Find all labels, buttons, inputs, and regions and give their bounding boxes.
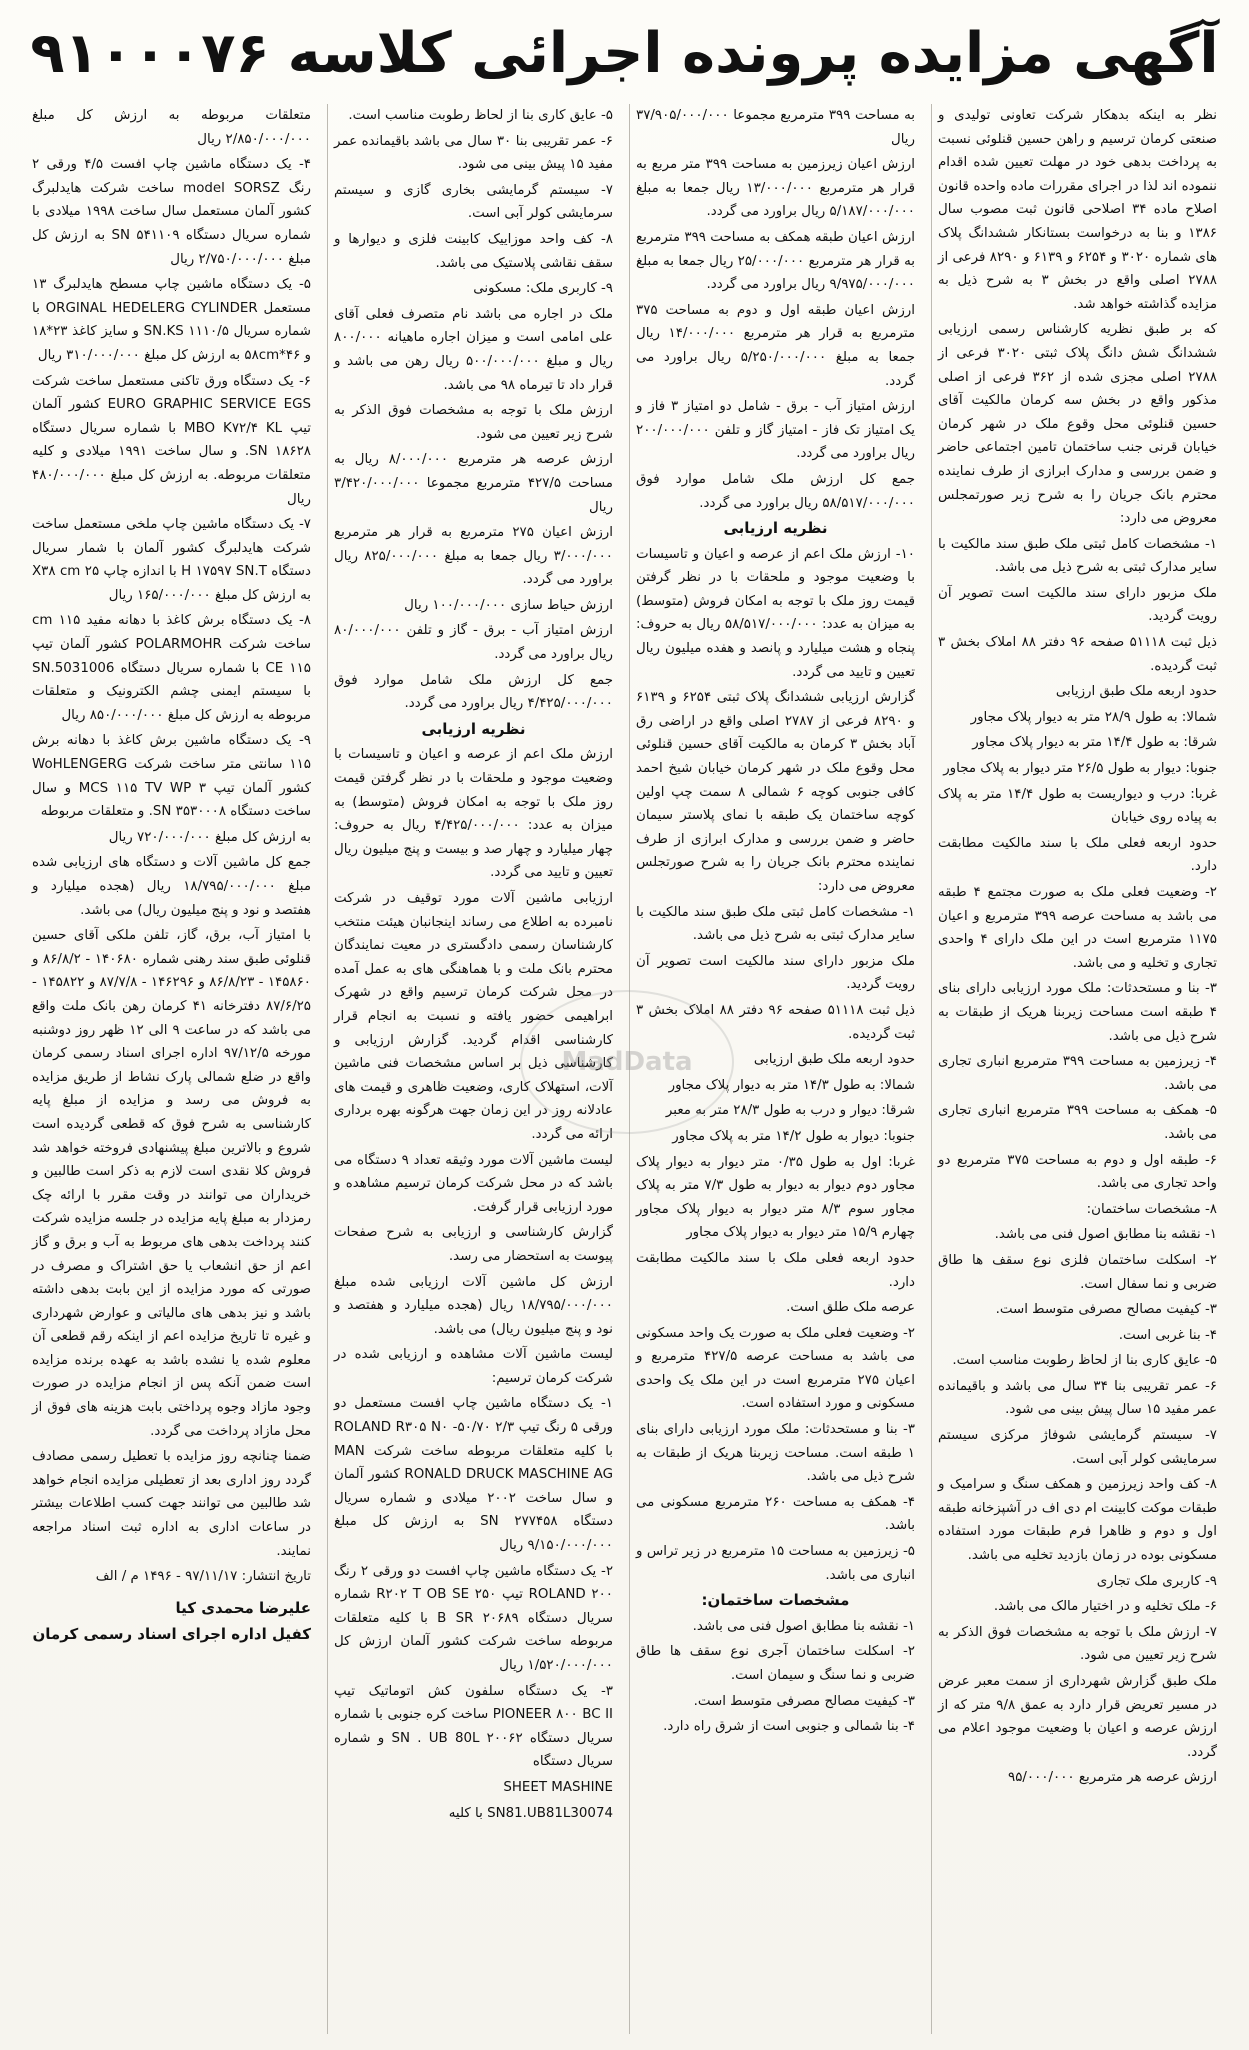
paragraph: ارزش اعیان طبقه اول و دوم به مساحت ۳۷۵ مترمربع به قرار هر مترمربع ۱۴/۰۰۰/۰۰۰ ریال جمعا به مبلغ ۵/۲۵۰/۰۰۰/۰۰۰ ریال براورد می گردد. [636,302,915,389]
paragraph: ۲- وضعیت فعلی ملک به صورت یک واحد مسکونی می باشد به مساحت عرصه ۴۲۷/۵ مترمربع و اعیان ۲۷۵ مترمربع است در این ملک یک واحدی مسکونی و مورد استفاده است. [636,1325,915,1412]
paragraph: ارزش اعیان زیرزمین به مساحت ۳۹۹ متر مربع به قرار هر مترمربع ۱۳/۰۰۰/۰۰۰ ریال جمعا به مبلغ ۵/۱۸۷/۰۰۰/۰۰۰ ریال براورد می گردد. [636,157,915,220]
paragraph: ملک در اجاره می باشد نام متصرف فعلی آقای علی امامی است و میزان اجاره ماهیانه ۸۰۰/۰۰۰ ریال و مبلغ ۵۰۰/۰۰۰/۰۰۰ ریال رهن می باشد و قرار داد تا تیرماه ۹۸ می باشد. [334,306,613,393]
paragraph: شرقا: دیوار و درب به طول ۲۸/۳ متر به معبر [665,1103,915,1119]
paragraph: ۸- کف واحد زیرزمین و همکف سنگ و سرامیک و طبقات موکت کابینت ام دی اف در آشپزخانه طبقه اول و دوم و ظاهرا فرم طبقات مورد استفاده مسکونی بوده در زمان بازدید تخلیه می باشد. [938,1477,1217,1564]
paragraph: ۴- یک دستگاه ماشین چاپ افست ۴/۵ ورقی ۲ رنگ model SORSZ ساخت شرکت هایدلبرگ کشور آلمان مستعمل سال ساخت ۱۹۹۸ میلادی با شماره سریال دستگاه ۵۴۱۱۰۹ SN به ارزش کل مبلغ ۲/۷۵۰/۰۰۰/۰۰۰ ریال [32,157,312,267]
paragraph: ارزش کل ماشین آلات ارزیابی شده مبلغ ۱۸/۷۹۵/۰۰۰/۰۰۰ ریال (هجده میلیارد و هفتصد و نود و پنج میلیون ریال) می باشد. [334,1274,613,1337]
paragraph: مشخصات ساختمان: [701,1591,850,1610]
paragraph: ۴- بنا غربی است. [1118,1327,1217,1343]
paragraph: غربا: اول به طول ۰/۳۵ متر دیوار به دیوار پلاک مجاور دوم دیوار به دیوار به طول ۷/۳ متر به پلاک مجاور سوم ۸/۳ متر دیوار به دیوار پلاک مجاور چهارم ۱۵/۹ متر دیوار به دیوار پلاک مجاور [636,1154,915,1241]
paragraph: لیست ماشین آلات مشاهده و ارزیابی شده در شرکت کرمان ترسیم: [334,1347,613,1386]
paragraph: ۵- یک دستگاه ماشین چاپ مسطح هایدلبرگ ۱۳ مستعمل ORGINAL HEDELERG CYLINDER با شماره سریال SN.KS ۱۱۱۰/۵ و سایز کاغذ ۲۳*۱۸ و ۴۶*۵۸cm به ارزش کل مبلغ ۳۱۰/۰۰۰/۰۰۰ ریال [32,277,311,363]
paragraph: ارزش امتیاز آب - برق - گاز و تلفن ۸۰/۰۰۰/۰۰۰ ریال براورد می گردد. [334,623,613,663]
paragraph: ارزش ملک با توجه به مشخصات فوق الذکر به شرح زیر تعیین می شود. [334,403,613,442]
paragraph: ۳- یک دستگاه سلفون کش اتوماتیک تیپ PIONEER ۸۰۰ BC II ساخت کره جنوبی با شماره سریال دستگاه SN . UB 80L ۲۰۰۶۲ و شماره سریال دستگاه [334,1683,613,1770]
signer-title: کفیل اداره اجرای اسناد رسمی کرمان [32,1624,311,1643]
paragraph: که بر طبق نظریه کارشناس رسمی ارزیابی ششدانگ شش دانگ پلاک ثبتی ۳۰۲۰ فرعی از ۲۷۸۸ اصلی مجزی شده از ۳۶۲ فرعی از اصلی مذکور واقع در بخش سه کرمان مالکیت آقای حسین قنلوئی محل وقوع ملک در شهر کرمان خیابان قرنی جنب ساختمان تامین اجتماعی حاضر و ضمن بررسی و مدارک ابرازی از طرف نماینده محترم بانک جریان را به شرح زیر صورتمجلس معروض می دارد: [938,322,1217,527]
signature-block [32,1595,311,1647]
paragraph: ارزش امتیاز آب - برق - شامل دو امتیاز ۳ فاز و یک امتیاز تک فاز - امتیاز گاز و تلفن ۲۰۰/۰۰۰/۰۰۰ ریال براورد می گردد. [636,399,915,462]
paragraph: لیست ماشین آلات مورد وثیقه تعداد ۹ دستگاه می باشد که در محل شرکت کرمان ترسیم مشاهده و مورد ارزیابی قرار گرفت. [334,1152,614,1215]
paragraph: ۱- یک دستگاه ماشین چاپ افست مستعمل دو ورقی ۵ رنگ تیپ ۲/۳ ROLAND R۳۰۵ N۰ -۵۰/۷۰ با کلیه متعلقات مربوطه ساخت شرکت MAN RONALD DRUCK MASCHINE AG کشور آلمان و سال ساخت ۲۰۰۲ میلادی و شماره سریال دستگاه ۲۷۷۴۵۸ SN به ارزش کل مبلغ ۹/۱۵۰/۰۰۰/۰۰۰ ریال [334,1396,613,1554]
paragraph: حدود اربعه ملک طبق ارزیابی [753,1052,915,1068]
paragraph: جنوبا: دیوار به طول ۱۴/۲ متر به پلاک مجاور [672,1128,915,1144]
paragraph: ۸- کف واحد موزاییک کابینت فلزی و دیوارها و سقف نقاشی پلاستیک می باشد. [334,231,613,271]
paragraph: ۳- کیفیت مصالح مصرفی متوسط است. [693,1693,915,1709]
paragraph: ۸- مشخصات ساختمان: [1086,1201,1217,1217]
column-2 [629,104,921,2034]
paragraph: ۲- وضعیت فعلی ملک به صورت مجتمع ۴ طبقه می باشد به مساحت عرصه ۳۹۹ مترمربع و اعیان ۱۱۷۵ مترمربع است در این ملک دارای ۴ واحدی تجاری و تخلیه و می باشد. [938,885,1217,971]
paragraph: جنوبا: دیوار به طول ۲۶/۵ متر دیوار به پلاک مجاور [943,761,1217,777]
paragraph: جمع کل ارزش ملک شامل موارد فوق ۵۸/۵۱۷/۰۰۰/۰۰۰ ریال براورد می گردد. [636,471,915,511]
paragraph: گزارش ارزیابی ششدانگ پلاک ثبتی ۶۲۵۴ و ۶۱۳۹ و ۸۲۹۰ فرعی از ۲۷۸۷ اصلی واقع در اراضی رق آباد بخش ۳ کرمان به مالکیت آقای حسین قنلوئی محل وقوع ملک در شهر کرمان خیابان شیخ احمد کافی جنوبی کوچه ۶ شمالی ۸ سمت چپ اولین کوچه ساختمان یک طبقه با نمای پلاستر سیمان حاضر و ضمن بررسی و مدارک ابرازی از طرف نماینده محترم بانک جریان را به شرح صورتجلس معروض می دارد: [636,690,916,894]
signer-name: علیرضا محمدی کیا [175,1598,311,1617]
paragraph: ۸- یک دستگاه برش کاغذ با دهانه مفید ۱۱۵ cm ساخت شرکت POLARMOHR کشور آلمان تیپ CE ۱۱۵ با شماره سریال دستگاه SN.5031006 با سیستم ایمنی چشم الکترونیک و متعلقات مربوطه به ارزش کل مبلغ ۸۵۰/۰۰۰/۰۰۰ ریال [32,613,311,723]
paragraph: ۷- ارزش ملک با توجه به مشخصات فوق الذکر به شرح زیر تعیین می شود. [938,1624,1217,1664]
paragraph: ۵- زیرزمین به مساحت ۱۵ مترمربع در زیر تراس و انباری می باشد. [636,1544,915,1583]
paragraph: ۵- همکف به مساحت ۳۹۹ مترمربع انباری تجاری می باشد. [938,1103,1217,1142]
paragraph: ۳- بنا و مستحدثات: ملک مورد ارزیابی دارای بنای ۱ طبقه است. مساحت زیربنا هریک از طبقات به شرح ذیل می باشد. [636,1422,915,1485]
paragraph: ۶- عمر تقریبی بنا ۳۰ سال می باشد باقیمانده عمر مفید ۱۵ پیش بینی می شود. [334,133,613,173]
column-3 [327,104,619,2034]
paragraph: نظریه ارزیابی [421,719,526,738]
paragraph: ۱- نقشه بنا مطابق اصول فنی می باشد. [994,1227,1217,1243]
paragraph: ۳- کیفیت مصالح مصرفی متوسط است. [995,1302,1217,1318]
paragraph: متعلقات مربوطه به ارزش کل مبلغ ۲/۸۵۰/۰۰۰/۰۰۰ ریال [32,108,311,147]
paragraph: ۶- طبقه اول و دوم به مساحت ۳۷۵ مترمربع دو واحد تجاری می باشد. [938,1152,1217,1192]
paragraph: جمع کل ماشین آلات و دستگاه های ارزیابی شده مبلغ ۱۸/۷۹۵/۰۰۰/۰۰۰ ریال (هجده میلیارد و هفتصد و نود و پنج میلیون ریال) می باشد. [32,855,312,918]
paragraph: شرقا: به طول ۱۴/۴ متر به دیوار پلاک مجاور [972,735,1217,751]
paragraph: ارزش عرصه هر مترمربع ۹۵/۰۰۰/۰۰۰ [1008,1770,1217,1786]
paragraph: ۹- یک دستگاه ماشین برش کاغذ با دهانه برش ۱۱۵ سانتی متر ساخت شرکت WoHLENGERG کشور آلمان تیپ ۳ MCS ۱۱۵ TV WP و سال ساخت دستگاه ۳۵۳۰۰۰۸ SN. و متعلقات مربوطه [32,733,311,820]
paragraph: ۲- اسکلت ساختمان آجری نوع سقف ها طاق ضربی و نما سنگ و سیمان است. [636,1644,915,1683]
column-1 [931,104,1223,2034]
paragraph: ارزش حیاط سازی ۱۰۰/۰۰۰/۰۰۰ ریال [404,597,613,613]
paragraph: ۵- عایق کاری بنا از لحاظ رطوبت مناسب است. [348,108,613,123]
paragraph: ارزش عرصه هر مترمربع ۸/۰۰۰/۰۰۰ ریال به مساحت ۴۲۷/۵ مترمربع مجموعا ۳/۴۲۰/۰۰۰/۰۰۰ ریال [334,452,614,515]
paragraph: عرصه ملک طلق است. [786,1300,915,1316]
notice-title [26,12,1223,104]
paragraph: غربا: درب و دیواریست به طول ۱۴/۴ متر به پلاک به پیاده روی خیابان [938,786,1217,826]
paragraph: ۲- اسکلت ساختمان فلزی نوع سقف ها طاق ضربی و نما سفال است. [938,1252,1217,1292]
paragraph: ۴- زیرزمین به مساحت ۳۹۹ مترمربع انباری تجاری می باشد. [938,1054,1217,1093]
paragraph: ۱- نقشه بنا مطابق اصول فنی می باشد. [692,1618,915,1634]
notice-title-text: آگهی مزایده پرونده اجرائی کلاسه [287,21,1219,86]
paragraph: گزارش کارشناسی و ارزیابی به شرح صفحات پیوست به استحضار می رسد. [334,1225,613,1264]
paragraph: حدود اربعه فعلی ملک با سند مالکیت مطابقت دارد. [938,835,1217,875]
paragraph: تاریخ انتشار: ۹۷/۱۱/۱۷ - ۱۴۹۶ م / الف [95,1569,311,1585]
paragraph: ۹- کاربری ملک: مسکونی [473,281,613,297]
paragraph: به ارزش کل مبلغ ۷۲۰/۰۰۰/۰۰۰ ریال [108,829,311,845]
paragraph: ذیل ثبت ۵۱۱۱۸ صفحه ۹۶ دفتر ۸۸ املاک بخش ۳ ثبت گردیده. [636,1002,916,1042]
column-4-paragraphs [32,104,311,1589]
paragraph: ۶- عمر تقریبی بنا ۳۴ سال می باشد و باقیمانده عمر مفید ۱۵ سال پیش بینی می شود. [938,1378,1217,1418]
paragraph: حدود اربعه فعلی ملک با سند مالکیت مطابقت دارد. [636,1250,915,1290]
paragraph: ۶- یک دستگاه ورق تاکنی مستعمل ساخت شرکت EURO GRAPHIC SERVICE EGS کشور آلمان تیپ MBO K۷۲/۴ KL با شماره سریال دستگاه ۱۸۶۲۸ SN. و سال ساخت ۱۹۹۱ میلادی و کلیه متعلقات مربوطه. به ارزش کل مبلغ ۴۸۰/۰۰۰/۰۰۰ ریال [32,373,311,507]
paragraph: ارزش ملک اعم از عرصه و اعیان و تاسیسات با وضعیت موجود و ملحقات با در نظر گرفتن قیمت روز ملک با توجه به امکان فروش (متوسط) به میزان به عدد: ۴/۴۲۵/۰۰۰/۰۰۰ ریال به حروف: چهار میلیارد و چهار صد و بیست و پنج میلیون ریال تعیین و تایید می گردد. [334,747,613,881]
paragraph: به مساحت ۳۹۹ مترمربع مجموعا ۳۷/۹۰۵/۰۰۰/۰۰۰ ریال [636,108,915,147]
paragraph: ملک مزبور دارای سند مالکیت است تصویر آن رویت گردید. [636,953,915,993]
paragraph: ۱- مشخصات کامل ثبتی ملک طبق سند مالکیت با سایر مدارک ثبتی به شرح ذیل می باشد. [636,904,915,944]
paragraph: ذیل ثبت ۵۱۱۱۸ صفحه ۹۶ دفتر ۸۸ املاک بخش ۳ ثبت گردیده. [938,635,1218,674]
paragraph: ۴- بنا شمالی و جنوبی است از شرق راه دارد. [663,1719,915,1735]
paragraph: ملک طبق گزارش شهرداری از سمت معبر عرض در مسیر تعریض قرار دارد به عمق ۹/۸ متر که از ارزش عرصه و اعیان با وضعیت موجود اعلام می گردد. [938,1674,1217,1760]
text-columns [26,104,1223,2034]
watermark-stamp: MadData [520,990,734,1134]
paragraph: ۵- عایق کاری بنا از لحاظ رطوبت مناسب است. [952,1353,1217,1369]
paragraph: ۷- سیستم گرمایشی شوفاژ مرکزی سیستم سرمایشی کولر آبی است. [938,1428,1217,1467]
case-number: ۹۱۰۰۰۷۶ [30,21,270,86]
paragraph: ۶- ملک تخلیه و در اختیار مالک می باشد. [993,1599,1217,1615]
paragraph: ۷- یک دستگاه ماشین چاپ ملخی مستعمل ساخت شرکت هایدلبرگ کشور آلمان با شمار سریال دستگاه H ۱۷۵۹۷ SN.T با اندازه چاپ ۲۵ X۳۸ cm به ارزش کل مبلغ ۱۶۵/۰۰۰/۰۰۰ ریال [32,517,311,603]
paragraph: ۱۰- ارزش ملک اعم از عرصه و اعیان و تاسیسات با وضعیت موجود و ملحقات با در نظر گرفتن قیمت روز ملک با توجه به امکان فروش (متوسط) به میزان به عدد: ۵۸/۵۱۷/۰۰۰/۰۰۰ ریال به حروف: پنجاه و هشت میلیارد و پانصد و هفده میلیون ریال تعیین و تایید می گردد. [636,546,915,680]
paragraph: ۲- یک دستگاه ماشین چاپ افست دو ورقی ۲ رنگ ۲۰۰ ROLAND تیپ R۲۰۲ T OB SE ۲۵۰ شماره سریال دستگاه ۲۰۶۸۹ B SR با کلیه متعلقات مربوطه ساخت شرکت کشور آلمان ارزش کل ۱/۵۲۰/۰۰۰/۰۰۰ ریال [334,1563,614,1673]
paragraph: شمالا: به طول ۱۴/۳ متر به دیوار پلاک مجاور [668,1077,915,1093]
paragraph: SN81.UB81L30074 با کلیه [448,1805,613,1821]
paragraph: SHEET MASHINE [503,1779,613,1795]
paragraph: جمع کل ارزش ملک شامل موارد فوق ۴/۴۲۵/۰۰۰/۰۰۰ ریال براورد می گردد. [334,672,613,712]
paragraph: ارزش اعیان طبقه همکف به مساحت ۳۹۹ مترمربع به قرار هر مترمربع ۲۵/۰۰۰/۰۰۰ ریال جمعا به مبلغ ۹/۹۷۵/۰۰۰/۰۰۰ ریال براورد می گردد. [636,229,915,293]
paragraph: ارزیابی ماشین آلات مورد توقیف در شرکت نامبرده به اطلاع می رساند اینجانبان هیئت منتخب کارشناسان رسمی دادگستری در معیت نمایندگان محترم بانک ملت و با هماهنگی های به عمل آمده در محل شرکت کرمان ترسیم واقع در شهرک ابراهیمی حضور یافته و نسبت به انجام قرار کارشناسی اقدام گردید. گزارش ارزیابی و کارشناسی ذیل بر اساس مشخصات فنی ماشین آلات، استهلاک کاری، وضعیت ظاهری و قیمت های عادلانه روز در این زمان جهت هرگونه بهره برداری ارائه می گردد. [334,891,613,1142]
paragraph: نظر به اینکه بدهکار شرکت تعاونی تولیدی و صنعتی کرمان ترسیم و راهن حسین قنلوئی نسبت به پرداخت بدهی خود در مهلت تعیین شده اقدام ننموده اند لذا در اجرای مقررات ماده واحده قانون اصلاح ماده ۳۴ اصلاحی قانون ثبت مصوب سال ۱۳۸۶ و بنا به درخواست بستانکار ششدانگ پلاک های شماره ۳۰۲۰ و ۶۲۵۴ و ۶۱۳۹ و ۸۲۹۰ فرعی از ۲۷۸۸ اصلی واقع در بخش ۳ به شرح ذیل به مزایده گذاشته خواهد شد. [938,108,1218,312]
paragraph: ضمنا چنانچه روز مزایده با تعطیل رسمی مصادف گردد روز اداری بعد از تعطیلی مزایده انجام خواهد شد طالبین می توانند جهت کسب اطلاعات بیشتر در ساعات اداری به اداره ثبت اسناد مراجعه نمایند. [32,1449,311,1559]
paragraph: ۱- مشخصات کامل ثبتی ملک طبق سند مالکیت با سایر مدارک ثبتی به شرح ذیل می باشد. [938,536,1217,576]
paragraph: با امتیاز آب، برق، گاز، تلفن ملکی آقای حسین قنلوئی طبق سند رهنی شماره ۱۴۰۶۸۰ - ۸۶/۸/۲ و ۱۴۵۸۶۰ - ۸۶/۸/۲۳ و ۱۴۶۲۹۶ - ۸۷/۷/۸ و ۱۴۵۸۲۲ - ۸۷/۶/۲۵ دفترخانه ۴۱ کرمان رهن بانک ملت واقع می باشد که در ساعت ۹ الی ۱۲ ظهر روز دوشنبه مورخه ۹۷/۱۲/۵ اداره اجرای اسناد رسمی کرمان واقع در ضلع شمالی پارک نشاط از طریق مزایده به فروش می رسد و مزایده از مبلغ پایه کارشناسی به شرح فوق که قطعی گردیده است شروع و بالاترین مبلغ پیشنهادی فروخته خواهد شد فروش کلا نقدی است لازم به ذکر است طالبین و خریداران می توانند در وقت مقرر با ارائه چک رمزدار به مبلغ پایه مزایده در جلسه مزایده شرکت کنند پرداخت بدهی های مربوط به آب و برق و گاز اعم از حق انشعاب یا حق اشتراک و مصرف در صورتی که مورد مزایده از این بابت بدهی داشته باشد و نیز بدهی های مالیاتی و عوارض شهرداری و غیره تا تاریخ مزایده اعم از اینکه رقم قطعی آن معلوم شده یا نشده باشد به عهده برنده مزایده است ضمن آنکه پس از انجام مزایده در صورت وجود مازاد وجوه پرداختی بابت هزینه های فوق از محل مازاد پرداخت می گردد. [32,928,312,1439]
paragraph: ملک مزبور دارای سند مالکیت است تصویر آن رویت گردید. [938,585,1217,625]
paragraph: حدود اربعه ملک طبق ارزیابی [1055,684,1217,700]
paragraph: ۹- کاربری ملک تجاری [1096,1573,1217,1589]
paragraph: ۷- سیستم گرمایشی بخاری گازی و سیستم سرمایشی کولر آبی است. [334,182,613,222]
paragraph: نظریه ارزیابی [723,519,828,538]
column-4 [26,104,317,2034]
paragraph: ۳- بنا و مستحدثات: ملک مورد ارزیابی دارای بنای ۴ طبقه است مساحت زیربنا هریک از طبقات به شرح ذیل می باشد. [938,981,1217,1044]
paragraph: شمالا: به طول ۲۸/۹ متر به دیوار پلاک مجاور [970,709,1217,725]
paragraph: ارزش اعیان ۲۷۵ مترمربع به قرار هر مترمربع ۳/۰۰۰/۰۰۰ ریال جمعا به مبلغ ۸۲۵/۰۰۰/۰۰۰ ریال براورد می گردد. [334,525,613,588]
paragraph: ۴- همکف به مساحت ۲۶۰ مترمربع مسکونی می باشد. [636,1494,915,1534]
